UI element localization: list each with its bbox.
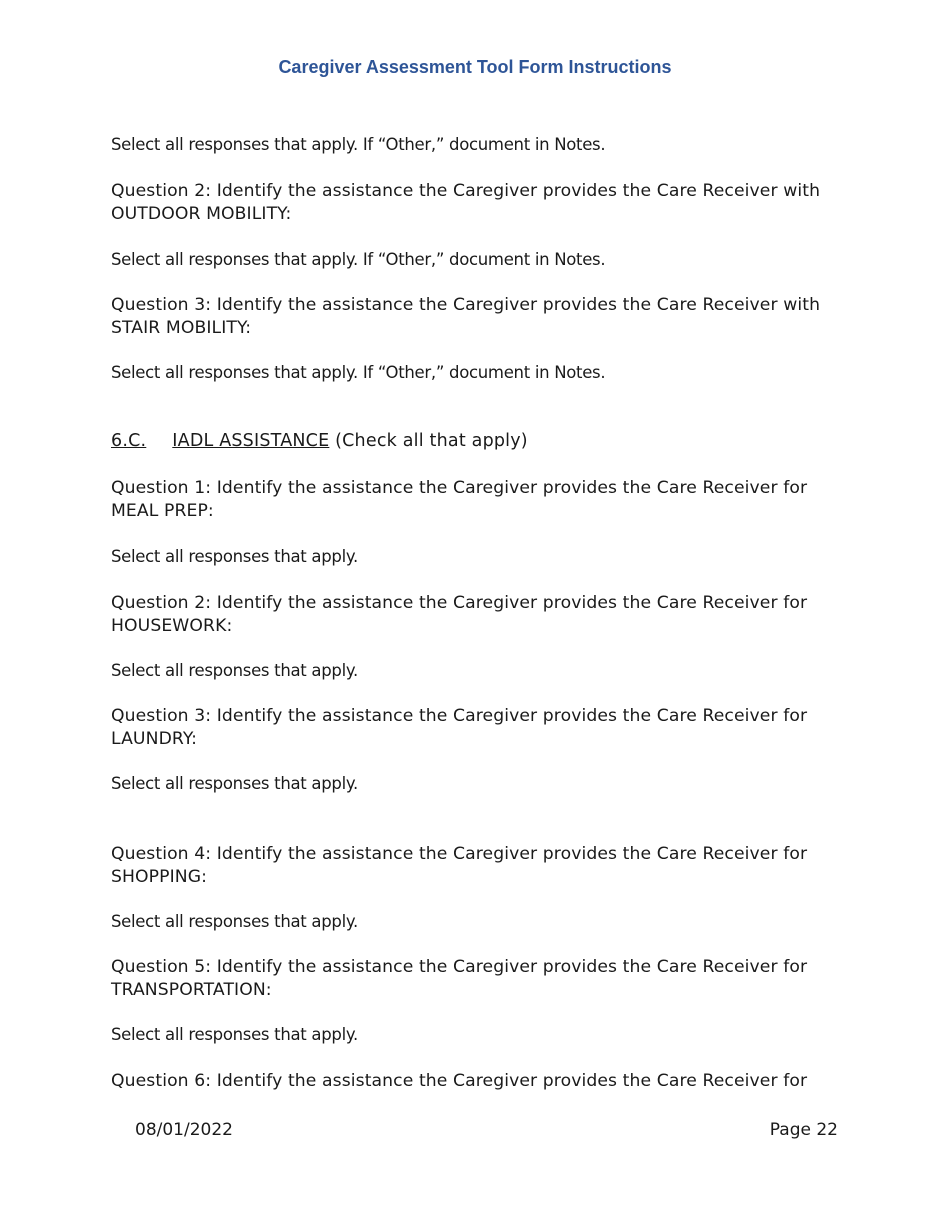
question-text: Question 4: Identify the assistance the Caregiver provides the Care Receiver for (111, 844, 808, 864)
question-3-stair-mobility (111, 294, 820, 340)
instruction-text: Select all responses that apply. (111, 912, 358, 931)
question-text: Question 5: Identify the assistance the Caregiver provides the Care Receiver for (111, 957, 808, 977)
question-topic: HOUSEWORK: (111, 616, 233, 636)
question-1-meal-prep (111, 477, 807, 523)
section-number: 6.C. IADL ASSISTANCE (111, 431, 330, 451)
question-topic: STAIR MOBILITY: (111, 318, 252, 338)
question-text: Question 3: Identify the assistance the Caregiver provides the Care Receiver for (111, 706, 808, 726)
question-text: Question 6: Identify the assistance the Caregiver provides the Care Receiver for (111, 1071, 808, 1091)
instruction-text: Select all responses that apply. (111, 661, 358, 680)
question-topic: TRANSPORTATION: (111, 980, 272, 1000)
question-text: Question 1: Identify the assistance the Caregiver provides the Care Receiver for (111, 478, 808, 498)
question-3-laundry (111, 705, 807, 751)
section-note: (Check all that apply) (335, 431, 528, 451)
question-2-housework (111, 592, 807, 638)
question-5-transportation (111, 956, 807, 1002)
section-heading (111, 431, 528, 451)
question-text: Question 3: Identify the assistance the Caregiver provides the Care Receiver with (111, 295, 821, 315)
question-text: Question 2: Identify the assistance the Caregiver provides the Care Receiver with (111, 181, 821, 201)
footer-date: 08/01/2022 (135, 1120, 233, 1140)
question-topic: LAUNDRY: (111, 729, 198, 749)
instruction-text: Select all responses that apply. (111, 774, 358, 793)
instruction-text: Select all responses that apply. If “Other,” document in Notes. (111, 250, 606, 269)
question-text: Question 2: Identify the assistance the Caregiver provides the Care Receiver for (111, 593, 808, 613)
question-2-outdoor-mobility (111, 180, 820, 226)
instruction-text: Select all responses that apply. (111, 1025, 358, 1044)
page-title: Caregiver Assessment Tool Form Instructions (278, 57, 672, 77)
question-topic: MEAL PREP: (111, 501, 214, 521)
question-6 (111, 1070, 807, 1093)
instruction-text: Select all responses that apply. (111, 547, 358, 566)
instruction-text: Select all responses that apply. If “Other,” document in Notes. (111, 135, 606, 154)
footer-page-number: Page 22 (769, 1120, 838, 1140)
question-topic: SHOPPING: (111, 867, 208, 887)
question-4-shopping (111, 843, 807, 889)
instruction-text: Select all responses that apply. If “Other,” document in Notes. (111, 363, 606, 382)
question-topic: OUTDOOR MOBILITY: (111, 204, 292, 224)
